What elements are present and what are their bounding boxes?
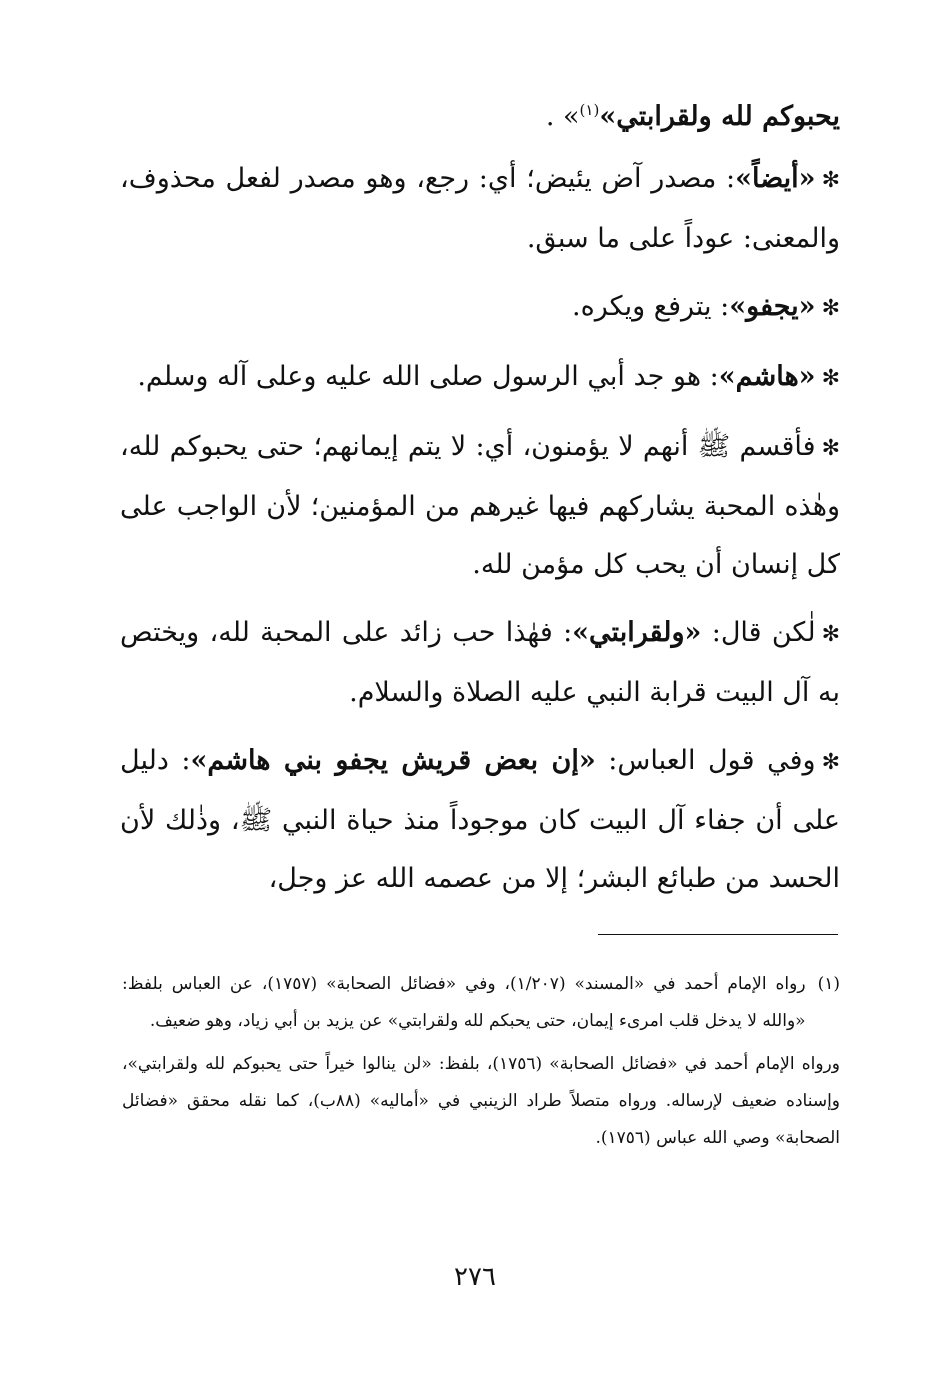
star-bullet-icon: ✻ bbox=[821, 750, 840, 775]
paragraph-aydan bbox=[120, 150, 840, 268]
paragraph-kinship-text: : فهٰذا حب زائد على المحبة لله، ويختص به آل البيت قرابة النبي عليه الصلاة والسلام. bbox=[120, 617, 840, 708]
paragraph-abbas-intro: وفي قول العباس: bbox=[595, 745, 816, 776]
term-qarabati: «ولقرابتي» bbox=[572, 617, 702, 648]
footnote-1 bbox=[122, 966, 840, 1040]
footnote-text: رواه الإمام أحمد في «المسند» (١/٢٠٧)، وفي «فضائل الصحابة» (١٧٥٧)، عن العباس بلفظ: «والله لا يدخل قلب امرىء إيمان، حتى يحبكم لله ولقرابتي» عن يزيد بن أبي زياد، وهو ضعيف. bbox=[122, 974, 806, 1031]
paragraph-hadith-end bbox=[120, 88, 840, 146]
footnote-reference[interactable]: (١) bbox=[579, 101, 600, 119]
definition-aydan: : مصدر آض يئيض؛ أي: رجع، وهو مصدر لفعل محذوف، والمعنى: عوداً على ما سبق. bbox=[120, 163, 840, 254]
term-aydan: «أيضاً» bbox=[735, 163, 816, 194]
paragraph-kinship-intro: لٰكن قال: bbox=[701, 617, 816, 648]
paragraph-oath-text: فأقسم ﷺ أنهم لا يؤمنون، أي: لا يتم إيمانهم؛ حتى يحبوكم لله، وهٰذه المحبة يشاركهم فيها غيرهم من المؤمنين؛ لأن الواجب على كل إنسان أن يحب كل مؤمن لله. bbox=[120, 431, 840, 580]
paragraph-abbas-text: : دليل على أن جفاء آل البيت كان موجوداً منذ حياة النبي ﷺ، وذٰلك لأن الحسد من طبائع البشر؛ إلا من عصمه الله عز وجل، bbox=[120, 745, 840, 894]
star-bullet-icon: ✻ bbox=[821, 366, 840, 391]
hadith-quote-close: » . bbox=[545, 101, 580, 132]
footnote-1-continuation: ورواه الإمام أحمد في «فضائل الصحابة» (١٧٥٦)، بلفظ: «لن ينالوا خيراً حتى يحبوكم لله ولقرابتي»، وإسناده ضعيف لإرساله. ورواه متصلاً طراد الزينبي في «أماليه» (٨٨ب)، كما نقله محقق «فضائل الصحابة» وصي الله عباس (١٧٥٦). bbox=[122, 1054, 841, 1148]
quote-abbas: «إن بعض قريش يجفو بني هاشم» bbox=[190, 745, 596, 776]
hadith-quote-end: يحبوكم لله ولقرابتي» bbox=[599, 101, 840, 132]
star-bullet-icon: ✻ bbox=[821, 296, 840, 321]
star-bullet-icon: ✻ bbox=[821, 622, 840, 647]
star-bullet-icon: ✻ bbox=[821, 168, 840, 193]
paragraph-yajfu bbox=[120, 278, 840, 338]
paragraph-kinship bbox=[120, 604, 840, 722]
footnote-number: (١) bbox=[817, 974, 840, 994]
definition-yajfu: : يترفع ويكره. bbox=[572, 291, 730, 322]
term-hashim: «هاشم» bbox=[718, 361, 816, 392]
paragraph-oath bbox=[120, 418, 840, 594]
footnote-divider bbox=[598, 934, 838, 935]
page-number: ٢٧٦ bbox=[454, 1262, 496, 1292]
star-bullet-icon: ✻ bbox=[821, 436, 840, 461]
paragraph-abbas bbox=[120, 732, 840, 908]
footnotes-block bbox=[122, 966, 840, 1157]
definition-hashim: : هو جد أبي الرسول صلى الله عليه وعلى آله وسلم. bbox=[137, 361, 719, 392]
main-text-block bbox=[120, 88, 840, 908]
term-yajfu: «يجفو» bbox=[729, 291, 816, 322]
paragraph-hashim bbox=[120, 348, 840, 408]
